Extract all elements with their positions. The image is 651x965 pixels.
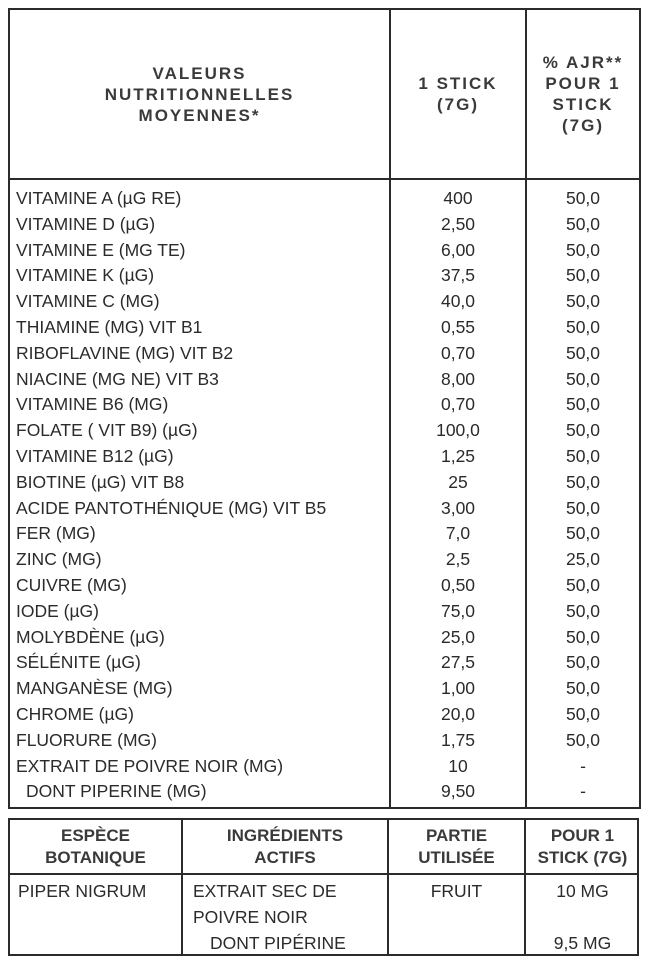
header-nutritional-values: VALEURS NUTRITIONNELLES MOYENNES*: [104, 63, 295, 125]
per-stick-value: 10: [448, 755, 468, 776]
table-row: [10, 676, 639, 702]
quantity-value: 10 MG: [556, 881, 609, 901]
per-stick-value: 2,5: [445, 549, 471, 570]
part-used-value: FRUIT: [430, 881, 483, 901]
nutrient-name: CUIVRE (MG): [16, 574, 127, 595]
table-row: [10, 547, 639, 573]
ajr-percent-value: 50,0: [565, 342, 601, 363]
nutrient-name: DONT PIPERINE (MG): [26, 781, 207, 802]
header-quantity-per-stick: POUR 1 STICK (7G): [537, 825, 628, 867]
ajr-percent-value: 50,0: [565, 574, 601, 595]
per-stick-value: 25: [448, 471, 468, 492]
nutrient-name: CHROME (µG): [16, 703, 134, 724]
nutrient-name: VITAMINE C (MG): [16, 291, 160, 312]
per-stick-value: 0,70: [440, 342, 476, 363]
ingredient-line: EXTRAIT SEC DE: [193, 881, 337, 901]
nutrient-name: VITAMINE A (µG RE): [16, 188, 182, 208]
table-row: [10, 496, 639, 522]
ajr-percent-value: 50,0: [565, 420, 601, 441]
table-row: [10, 341, 639, 367]
table-row: [10, 367, 639, 393]
ajr-percent-value: -: [580, 755, 586, 776]
quantity-value: 9,5 MG: [553, 933, 612, 953]
nutrition-table-body: [10, 186, 639, 805]
table-row: [10, 263, 639, 289]
nutrient-name: NIACINE (MG NE) VIT B3: [16, 368, 219, 389]
nutrient-name: VITAMINE B6 (MG): [16, 394, 169, 415]
nutrient-name: FOLATE ( VIT B9) (µG): [16, 420, 198, 441]
nutrition-table: [8, 8, 641, 809]
botanical-table: [8, 818, 639, 956]
table-row: [10, 186, 639, 212]
table-row: [10, 650, 639, 676]
nutrient-name: SÉLÉNITE (µG): [16, 652, 141, 673]
nutrition-table-header: [10, 10, 639, 180]
nutrient-name: FER (MG): [16, 523, 96, 544]
ajr-percent-value: 50,0: [565, 368, 601, 389]
per-stick-value: 100,0: [436, 420, 480, 441]
per-stick-value: 1,00: [440, 678, 476, 699]
per-stick-value: 0,70: [440, 394, 476, 415]
table-row: [10, 754, 639, 780]
ajr-percent-value: 50,0: [565, 445, 601, 466]
ajr-percent-value: 50,0: [565, 471, 601, 492]
ajr-percent-value: 50,0: [565, 291, 601, 312]
per-stick-value: 0,50: [440, 574, 476, 595]
botanical-species-value: PIPER NIGRUM: [18, 881, 147, 901]
ajr-percent-value: 50,0: [565, 239, 601, 260]
nutrient-name: MOLYBDÈNE (µG): [16, 626, 165, 647]
table-row: [10, 289, 639, 315]
header-active-ingredients: INGRÉDIENTS ACTIFS: [226, 825, 344, 867]
table-row: [10, 625, 639, 651]
header-per-stick: 1 STICK (7G): [418, 74, 498, 114]
per-stick-value: 1,25: [440, 445, 476, 466]
ajr-percent-value: -: [580, 781, 586, 802]
header-part-used: PARTIE UTILISÉE: [418, 825, 495, 867]
ajr-percent-value: 50,0: [565, 600, 601, 621]
ajr-percent-value: 50,0: [565, 213, 601, 234]
table-row: [10, 599, 639, 625]
nutrient-name: MANGANÈSE (MG): [16, 678, 173, 699]
table-row: [10, 573, 639, 599]
nutrient-name: VITAMINE E (MG TE): [16, 239, 186, 260]
table-row: [10, 521, 639, 547]
header-ajr-percent: % AJR** POUR 1 STICK (7G): [542, 53, 624, 135]
nutrient-name: THIAMINE (MG) VIT B1: [16, 316, 203, 337]
ajr-percent-value: 50,0: [565, 316, 601, 337]
per-stick-value: 75,0: [440, 600, 476, 621]
nutrient-name: RIBOFLAVINE (MG) VIT B2: [16, 342, 234, 363]
ajr-percent-value: 50,0: [565, 626, 601, 647]
nutrient-name: VITAMINE K (µG): [16, 265, 155, 286]
ajr-percent-value: 50,0: [565, 265, 601, 286]
ajr-percent-value: 50,0: [565, 729, 601, 750]
ajr-percent-value: 50,0: [565, 523, 601, 544]
per-stick-value: 3,00: [440, 497, 476, 518]
per-stick-value: 8,00: [440, 368, 476, 389]
table-row: [10, 470, 639, 496]
per-stick-value: 1,75: [440, 729, 476, 750]
table-row: [10, 212, 639, 238]
nutrient-name: ZINC (MG): [16, 549, 102, 570]
per-stick-value: 20,0: [440, 703, 476, 724]
table-row: [10, 444, 639, 470]
ajr-percent-value: 50,0: [565, 497, 601, 518]
table-row: [10, 702, 639, 728]
table-row: [10, 779, 639, 805]
per-stick-value: 37,5: [440, 265, 476, 286]
nutrient-name: VITAMINE D (µG): [16, 213, 156, 234]
botanical-table-header: [10, 820, 637, 875]
per-stick-value: 6,00: [440, 239, 476, 260]
ajr-percent-value: 50,0: [565, 678, 601, 699]
nutrient-name: ACIDE PANTOTHÉNIQUE (MG) VIT B5: [16, 497, 327, 518]
nutrient-name: EXTRAIT DE POIVRE NOIR (MG): [16, 755, 284, 776]
ajr-percent-value: 50,0: [565, 394, 601, 415]
table-row: [10, 238, 639, 264]
ajr-percent-value: 50,0: [565, 188, 601, 208]
nutrient-name: VITAMINE B12 (µG): [16, 445, 174, 466]
table-row: [10, 728, 639, 754]
header-botanical-species: ESPÈCE BOTANIQUE: [45, 825, 146, 867]
ajr-percent-value: 50,0: [565, 703, 601, 724]
per-stick-value: 400: [443, 188, 473, 208]
per-stick-value: 2,50: [440, 213, 476, 234]
per-stick-value: 25,0: [440, 626, 476, 647]
table-row: [10, 418, 639, 444]
per-stick-value: 40,0: [440, 291, 476, 312]
table-row: [10, 392, 639, 418]
per-stick-value: 27,5: [440, 652, 476, 673]
nutrient-name: BIOTINE (µG) VIT B8: [16, 471, 185, 492]
per-stick-value: 7,0: [445, 523, 471, 544]
per-stick-value: 9,50: [440, 781, 476, 802]
ajr-percent-value: 50,0: [565, 652, 601, 673]
ingredient-line: DONT PIPÉRINE: [210, 933, 346, 953]
ingredient-line: POIVRE NOIR: [193, 907, 308, 927]
per-stick-value: 0,55: [440, 316, 476, 337]
nutrient-name: FLUORURE (MG): [16, 729, 157, 750]
table-row: [10, 315, 639, 341]
nutrient-name: IODE (µG): [16, 600, 99, 621]
ajr-percent-value: 25,0: [565, 549, 601, 570]
